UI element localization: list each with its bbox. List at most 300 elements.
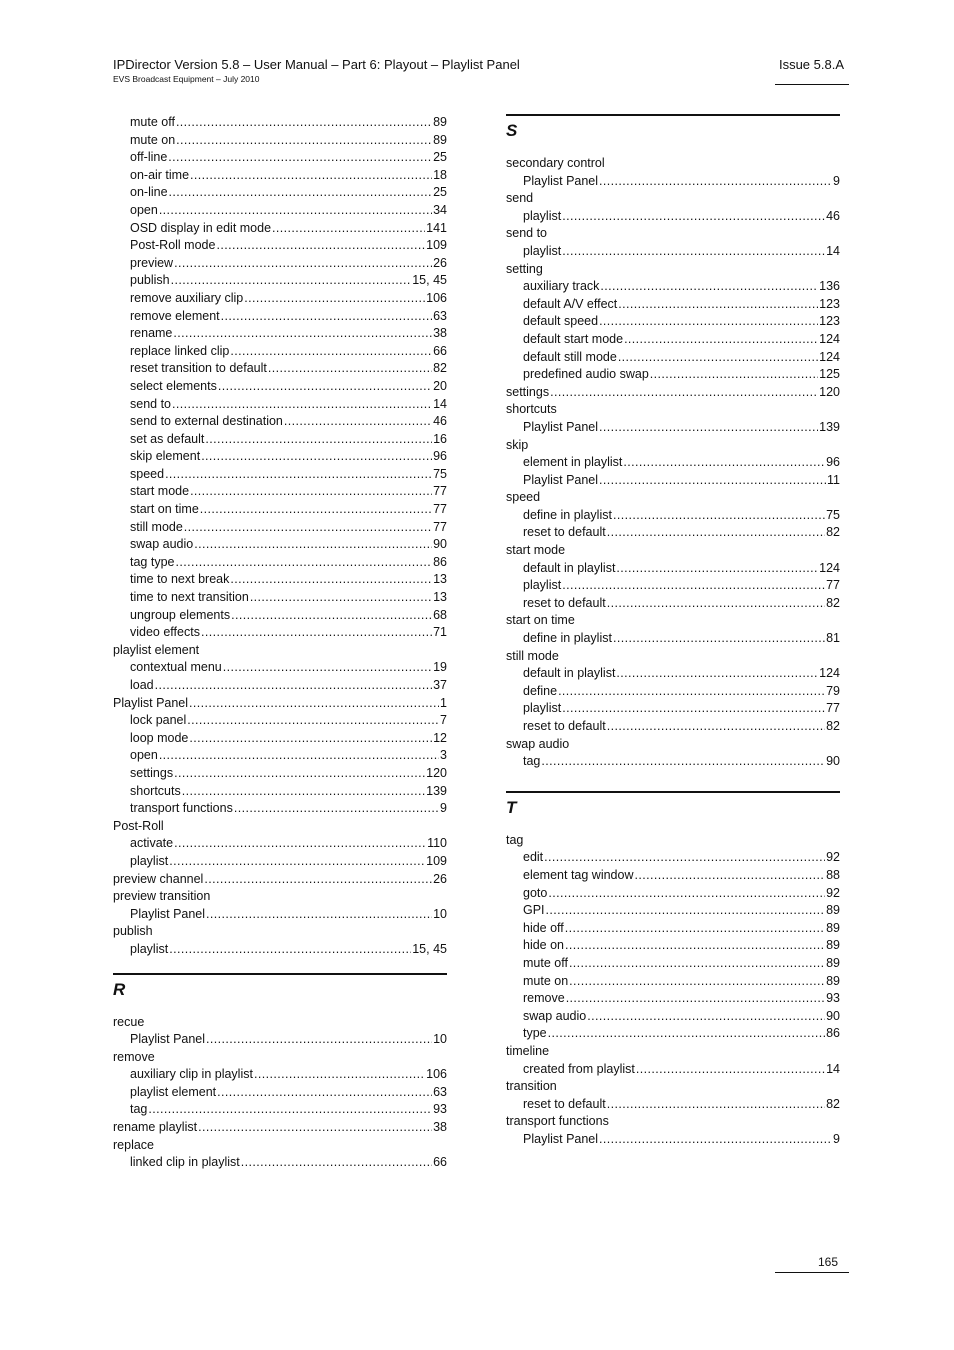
dot-leader bbox=[607, 718, 825, 736]
index-page-ref[interactable]: 38 bbox=[433, 1120, 447, 1135]
index-term: reset to default bbox=[523, 525, 606, 540]
index-term: predefined audio swap bbox=[523, 367, 649, 382]
dot-leader bbox=[176, 132, 432, 150]
index-term: setting bbox=[506, 261, 543, 276]
index-page-ref[interactable]: 19 bbox=[433, 660, 447, 675]
index-subentry bbox=[506, 419, 840, 437]
index-subentry bbox=[113, 466, 447, 484]
index-page-ref[interactable]: 3 bbox=[440, 748, 447, 763]
index-subentry bbox=[506, 683, 840, 701]
index-subentry bbox=[113, 1031, 447, 1049]
index-term: tag bbox=[506, 832, 524, 847]
index-term: playlist bbox=[523, 701, 562, 716]
index-entry bbox=[113, 1014, 447, 1032]
dot-leader bbox=[562, 243, 825, 261]
index-term: lock panel bbox=[130, 713, 187, 728]
dot-leader bbox=[244, 290, 425, 308]
index-page-ref[interactable]: 90 bbox=[826, 754, 840, 769]
index-page-ref[interactable]: 9 bbox=[833, 173, 840, 188]
dot-leader bbox=[587, 1008, 825, 1026]
index-term: swap audio bbox=[523, 1008, 587, 1023]
index-term: reset to default bbox=[523, 719, 606, 733]
index-term: element in playlist bbox=[523, 455, 623, 470]
index-page-ref[interactable]: 93 bbox=[826, 991, 840, 1006]
index-term: goto bbox=[523, 885, 548, 900]
dot-leader bbox=[148, 1101, 432, 1119]
index-subentry bbox=[506, 507, 840, 525]
index-term: send to bbox=[506, 226, 548, 241]
index-term: playlist bbox=[523, 578, 562, 593]
index-subentry bbox=[506, 937, 840, 955]
dot-leader bbox=[182, 783, 425, 801]
index-term: default speed bbox=[523, 314, 599, 329]
page-number: 165 bbox=[817, 1255, 838, 1269]
dot-leader bbox=[234, 800, 439, 818]
index-page-ref[interactable]: 77 bbox=[433, 484, 447, 499]
index-term: default A/V effect bbox=[523, 296, 618, 311]
dot-leader bbox=[204, 871, 432, 889]
index-term: contextual menu bbox=[130, 660, 222, 675]
index-page-ref[interactable]: 13 bbox=[433, 590, 447, 605]
index-entry bbox=[506, 1113, 840, 1131]
dot-leader bbox=[546, 902, 826, 920]
index-page-ref[interactable]: 37 bbox=[433, 678, 447, 692]
index-page-ref[interactable]: 92 bbox=[826, 885, 840, 900]
index-subentry bbox=[506, 955, 840, 973]
index-entry bbox=[506, 401, 840, 419]
index-subentry bbox=[113, 272, 447, 290]
index-subentry bbox=[506, 1096, 840, 1114]
index-page-ref[interactable]: 106 bbox=[426, 290, 447, 305]
index-page-ref[interactable]: 46 bbox=[433, 414, 447, 429]
index-entry bbox=[506, 612, 840, 630]
index-subentry bbox=[113, 677, 447, 695]
index-page-ref[interactable]: 66 bbox=[433, 1155, 447, 1170]
index-subentry bbox=[113, 519, 447, 537]
index-page-ref[interactable]: 124 bbox=[819, 349, 840, 364]
index-page-ref[interactable]: 82 bbox=[433, 361, 447, 376]
index-term: off-line bbox=[130, 150, 168, 165]
issue-label: Issue 5.8.A bbox=[778, 57, 844, 72]
index-subentry bbox=[113, 765, 447, 783]
index-page-ref[interactable]: 63 bbox=[433, 1084, 447, 1099]
index-term: settings bbox=[506, 384, 550, 399]
index-term: default in playlist bbox=[523, 560, 616, 575]
index-page-ref[interactable]: 66 bbox=[433, 343, 447, 358]
index-list-left-continued bbox=[113, 114, 447, 959]
dot-leader bbox=[634, 867, 825, 885]
dot-leader bbox=[200, 501, 432, 519]
dot-leader bbox=[189, 730, 432, 748]
index-page-ref[interactable]: 88 bbox=[826, 867, 840, 882]
dot-leader bbox=[230, 571, 432, 589]
index-page-ref[interactable]: 89 bbox=[433, 115, 447, 129]
index-term: transition bbox=[506, 1079, 557, 1094]
index-page-ref[interactable]: 7 bbox=[440, 713, 447, 728]
dot-leader bbox=[613, 507, 825, 525]
index-page-ref[interactable]: 110 bbox=[427, 836, 447, 851]
index-page-ref[interactable]: 11 bbox=[827, 472, 840, 487]
dot-leader bbox=[231, 607, 432, 625]
index-page-ref[interactable]: 82 bbox=[826, 1096, 840, 1111]
dot-leader bbox=[636, 1061, 825, 1079]
dot-leader bbox=[618, 296, 818, 314]
index-term: swap audio bbox=[130, 537, 194, 552]
index-page-ref[interactable]: 26 bbox=[433, 871, 447, 886]
dot-leader bbox=[624, 331, 818, 349]
index-page-ref[interactable]: 77 bbox=[826, 578, 840, 593]
index-term: tag bbox=[523, 754, 541, 769]
index-subentry bbox=[113, 800, 447, 818]
index-list-t bbox=[506, 832, 840, 1149]
index-page-ref[interactable]: 124 bbox=[819, 331, 840, 346]
index-subentry bbox=[506, 1025, 840, 1043]
index-page-ref[interactable]: 139 bbox=[426, 783, 447, 798]
index-subentry bbox=[506, 867, 840, 885]
index-term: reset to default bbox=[523, 595, 606, 610]
index-term: shortcuts bbox=[506, 402, 557, 417]
index-subentry bbox=[113, 343, 447, 361]
index-term: remove bbox=[113, 1049, 155, 1064]
index-entry bbox=[113, 1049, 447, 1067]
index-page-ref[interactable]: 123 bbox=[819, 314, 840, 329]
dot-leader bbox=[168, 149, 432, 167]
index-subentry bbox=[113, 1101, 447, 1119]
index-term: send to bbox=[130, 396, 172, 411]
index-term: created from playlist bbox=[523, 1061, 635, 1076]
index-page-ref[interactable]: 38 bbox=[433, 326, 447, 341]
index-page-ref[interactable]: 89 bbox=[433, 132, 447, 147]
index-page-ref[interactable]: 89 bbox=[826, 955, 840, 970]
dot-leader bbox=[190, 167, 432, 185]
index-subentry bbox=[506, 366, 840, 384]
index-subentry bbox=[506, 885, 840, 903]
dot-leader bbox=[607, 524, 825, 542]
index-entry bbox=[113, 923, 447, 941]
index-subentry bbox=[113, 589, 447, 607]
dot-leader bbox=[569, 973, 825, 991]
index-page-ref[interactable]: 9 bbox=[440, 801, 447, 816]
index-term: auxiliary track bbox=[523, 279, 600, 294]
dot-leader bbox=[169, 184, 433, 202]
index-page-ref[interactable]: 86 bbox=[433, 554, 447, 569]
dot-leader bbox=[174, 765, 425, 783]
index-subentry bbox=[506, 920, 840, 938]
dot-leader bbox=[618, 349, 818, 367]
index-term: speed bbox=[506, 490, 541, 505]
index-entry bbox=[506, 155, 840, 173]
index-page-ref[interactable]: 26 bbox=[433, 255, 447, 270]
index-subentry bbox=[113, 396, 447, 414]
index-term: select elements bbox=[130, 378, 217, 393]
index-term: auxiliary clip in playlist bbox=[130, 1067, 253, 1082]
dot-leader bbox=[272, 220, 425, 238]
index-term: shortcuts bbox=[130, 783, 181, 798]
section-letter-t: T bbox=[506, 797, 517, 817]
index-page-ref[interactable]: 12 bbox=[433, 730, 447, 745]
index-page-ref[interactable]: 141 bbox=[426, 220, 447, 235]
index-term: default start mode bbox=[523, 331, 624, 346]
index-page-ref[interactable]: 120 bbox=[426, 765, 447, 780]
index-page-ref[interactable]: 82 bbox=[826, 595, 840, 610]
index-page-ref[interactable]: 109 bbox=[426, 238, 447, 253]
index-term: playlist bbox=[130, 941, 169, 956]
index-page-ref[interactable]: 120 bbox=[819, 384, 840, 399]
dot-leader bbox=[201, 624, 432, 642]
index-page-ref[interactable]: 86 bbox=[826, 1026, 840, 1041]
index-subentry bbox=[113, 132, 447, 150]
index-subentry bbox=[506, 208, 840, 226]
index-page-ref[interactable]: 96 bbox=[826, 455, 840, 470]
index-page-ref[interactable]: 89 bbox=[826, 973, 840, 988]
index-page-ref[interactable]: 124 bbox=[819, 666, 840, 681]
index-subentry bbox=[506, 665, 840, 683]
dot-leader bbox=[172, 396, 432, 414]
index-term: edit bbox=[523, 850, 544, 865]
index-page-ref[interactable]: 90 bbox=[826, 1008, 840, 1023]
index-term: remove bbox=[523, 991, 565, 1006]
index-entry bbox=[506, 437, 840, 455]
index-subentry bbox=[506, 902, 840, 920]
index-entry bbox=[506, 542, 840, 560]
dot-leader bbox=[194, 536, 432, 554]
index-term: preview transition bbox=[113, 889, 211, 904]
index-subentry bbox=[113, 783, 447, 801]
index-page-ref[interactable]: 75 bbox=[826, 507, 840, 522]
dot-leader bbox=[171, 272, 412, 290]
index-subentry bbox=[506, 577, 840, 595]
dot-leader bbox=[206, 906, 432, 924]
index-page-ref[interactable]: 90 bbox=[433, 537, 447, 552]
dot-leader bbox=[165, 466, 432, 484]
dot-leader bbox=[221, 308, 432, 326]
footer-rule bbox=[775, 1272, 849, 1273]
index-term: mute on bbox=[523, 973, 569, 988]
index-term: send bbox=[506, 191, 534, 206]
index-term: start on time bbox=[506, 613, 575, 628]
index-term: loop mode bbox=[130, 730, 189, 745]
index-page-ref[interactable]: 123 bbox=[819, 296, 840, 311]
index-term: default in playlist bbox=[523, 666, 616, 681]
index-page-ref[interactable]: 75 bbox=[433, 466, 447, 481]
index-page-ref[interactable]: 89 bbox=[826, 938, 840, 953]
index-entry bbox=[113, 695, 447, 713]
index-entry bbox=[506, 225, 840, 243]
index-subentry bbox=[506, 849, 840, 867]
index-term: playlist bbox=[523, 208, 562, 223]
index-page-ref[interactable]: 77 bbox=[433, 519, 447, 534]
index-page-ref[interactable]: 124 bbox=[819, 560, 840, 575]
index-entry bbox=[506, 1078, 840, 1096]
index-term: hide off bbox=[523, 920, 564, 935]
index-subentry bbox=[113, 167, 447, 185]
index-page-ref[interactable]: 125 bbox=[819, 367, 840, 382]
index-subentry bbox=[113, 413, 447, 431]
index-subentry bbox=[113, 483, 447, 501]
index-term: replace bbox=[113, 1137, 154, 1152]
index-page-ref[interactable]: 1 bbox=[440, 695, 447, 710]
index-page-ref[interactable]: 25 bbox=[433, 185, 447, 200]
dot-leader bbox=[541, 753, 825, 771]
index-term: replace linked clip bbox=[130, 343, 230, 358]
dot-leader bbox=[190, 483, 432, 501]
index-page-ref[interactable]: 13 bbox=[433, 572, 447, 587]
index-page-ref[interactable]: 93 bbox=[433, 1102, 447, 1117]
index-subentry bbox=[113, 607, 447, 625]
dot-leader bbox=[558, 683, 825, 701]
index-subentry bbox=[506, 973, 840, 991]
index-term: still mode bbox=[506, 648, 559, 663]
index-subentry bbox=[113, 536, 447, 554]
index-term: reset to default bbox=[523, 1096, 606, 1111]
index-term: time to next transition bbox=[130, 590, 249, 605]
index-subentry bbox=[506, 524, 840, 542]
index-term: transport functions bbox=[506, 1114, 609, 1129]
index-page-ref[interactable]: 89 bbox=[826, 920, 840, 935]
index-page-ref[interactable]: 136 bbox=[819, 279, 840, 294]
index-entry bbox=[113, 1119, 447, 1137]
index-entry bbox=[506, 261, 840, 279]
index-subentry bbox=[506, 990, 840, 1008]
index-page-ref[interactable]: 77 bbox=[433, 502, 447, 517]
dot-leader bbox=[198, 1119, 432, 1137]
index-page-ref[interactable]: 10 bbox=[433, 906, 447, 921]
index-page-ref[interactable]: 68 bbox=[433, 607, 447, 622]
dot-leader bbox=[174, 835, 426, 853]
index-subentry bbox=[506, 454, 840, 472]
index-subentry bbox=[113, 202, 447, 220]
index-term: Playlist Panel bbox=[523, 419, 599, 434]
index-entry bbox=[506, 1043, 840, 1061]
dot-leader bbox=[159, 747, 439, 765]
index-term: recue bbox=[113, 1014, 145, 1029]
index-page-ref[interactable]: 92 bbox=[826, 850, 840, 865]
index-term: tag type bbox=[130, 554, 175, 569]
index-term: load bbox=[130, 678, 154, 692]
dot-leader bbox=[599, 419, 818, 437]
index-page-ref[interactable]: 14 bbox=[826, 243, 840, 258]
dot-leader bbox=[254, 1066, 425, 1084]
index-page-ref[interactable]: 46 bbox=[826, 208, 840, 223]
index-page-ref[interactable]: 89 bbox=[826, 903, 840, 918]
index-subentry bbox=[113, 237, 447, 255]
index-subentry bbox=[113, 659, 447, 677]
index-subentry bbox=[113, 747, 447, 765]
index-subentry bbox=[506, 753, 840, 771]
index-subentry bbox=[113, 730, 447, 748]
index-term: swap audio bbox=[506, 736, 570, 751]
index-term: Playlist Panel bbox=[130, 906, 206, 921]
index-term: still mode bbox=[130, 519, 183, 534]
index-page-ref[interactable]: 9 bbox=[833, 1131, 840, 1146]
index-term: open bbox=[130, 748, 158, 763]
index-subentry bbox=[506, 278, 840, 296]
index-term: define bbox=[523, 683, 558, 698]
index-page-ref[interactable]: 34 bbox=[433, 202, 447, 217]
index-page-ref[interactable]: 16 bbox=[433, 431, 447, 446]
index-term: tag bbox=[130, 1102, 148, 1117]
index-page-ref[interactable]: 81 bbox=[826, 631, 840, 646]
index-subentry bbox=[506, 472, 840, 490]
index-term: Playlist Panel bbox=[130, 1032, 206, 1047]
index-page-ref[interactable]: 15, 45 bbox=[412, 941, 447, 956]
index-subentry bbox=[113, 431, 447, 449]
dot-leader bbox=[250, 589, 432, 607]
index-term: element tag window bbox=[523, 867, 634, 882]
dot-leader bbox=[201, 448, 432, 466]
index-subentry bbox=[113, 906, 447, 924]
index-page-ref[interactable]: 20 bbox=[433, 378, 447, 393]
index-term: hide on bbox=[523, 938, 565, 953]
index-page-ref[interactable]: 25 bbox=[433, 150, 447, 165]
index-page-ref[interactable]: 15, 45 bbox=[412, 273, 447, 288]
index-page-ref[interactable]: 139 bbox=[819, 419, 840, 434]
section-letter-s: S bbox=[506, 121, 518, 140]
index-subentry bbox=[113, 1084, 447, 1102]
index-page-ref[interactable]: 71 bbox=[433, 625, 447, 640]
dot-leader bbox=[569, 955, 825, 973]
index-term: define in playlist bbox=[523, 507, 612, 522]
dot-leader bbox=[230, 343, 432, 361]
index-subentry bbox=[113, 624, 447, 642]
dot-leader bbox=[599, 1131, 832, 1149]
index-subentry bbox=[113, 941, 447, 959]
index-page-ref[interactable]: 14 bbox=[826, 1061, 840, 1076]
index-page-ref[interactable]: 14 bbox=[433, 396, 447, 411]
index-term: on-air time bbox=[130, 167, 190, 182]
index-subentry bbox=[506, 313, 840, 331]
index-subentry bbox=[113, 114, 447, 132]
index-subentry bbox=[506, 349, 840, 367]
dot-leader bbox=[176, 114, 432, 132]
index-subentry bbox=[113, 554, 447, 572]
dot-leader bbox=[187, 712, 439, 730]
dot-leader bbox=[159, 202, 432, 220]
index-entry bbox=[506, 832, 840, 850]
index-subentry bbox=[506, 595, 840, 613]
index-page-ref[interactable]: 77 bbox=[826, 701, 840, 716]
index-page-ref[interactable]: 79 bbox=[826, 683, 840, 698]
index-term: Playlist Panel bbox=[523, 1131, 599, 1146]
index-page-ref[interactable]: 10 bbox=[433, 1032, 447, 1047]
index-term: settings bbox=[130, 765, 174, 780]
index-term: playlist element bbox=[113, 642, 200, 657]
index-subentry bbox=[113, 360, 447, 378]
index-page-ref[interactable]: 82 bbox=[826, 525, 840, 540]
index-term: timeline bbox=[506, 1043, 550, 1058]
index-page-ref[interactable]: 96 bbox=[433, 449, 447, 464]
index-page-ref[interactable]: 82 bbox=[826, 719, 840, 733]
index-page-ref[interactable]: 63 bbox=[433, 308, 447, 323]
dot-leader bbox=[548, 1025, 825, 1043]
index-subentry bbox=[113, 712, 447, 730]
index-subentry bbox=[506, 243, 840, 261]
dot-leader bbox=[175, 554, 432, 572]
index-subentry bbox=[506, 560, 840, 578]
index-page-ref[interactable]: 106 bbox=[426, 1067, 447, 1082]
index-page-ref[interactable]: 109 bbox=[426, 853, 447, 868]
dot-leader bbox=[562, 700, 825, 718]
section-letter-r: R bbox=[113, 979, 126, 999]
index-term: ungroup elements bbox=[130, 607, 231, 622]
dot-leader bbox=[173, 325, 432, 343]
index-page-ref[interactable]: 18 bbox=[433, 167, 447, 182]
index-term: preview channel bbox=[113, 871, 204, 886]
index-term: rename bbox=[130, 326, 173, 341]
dot-leader bbox=[284, 413, 432, 431]
dot-leader bbox=[548, 885, 825, 903]
dot-leader bbox=[562, 577, 825, 595]
